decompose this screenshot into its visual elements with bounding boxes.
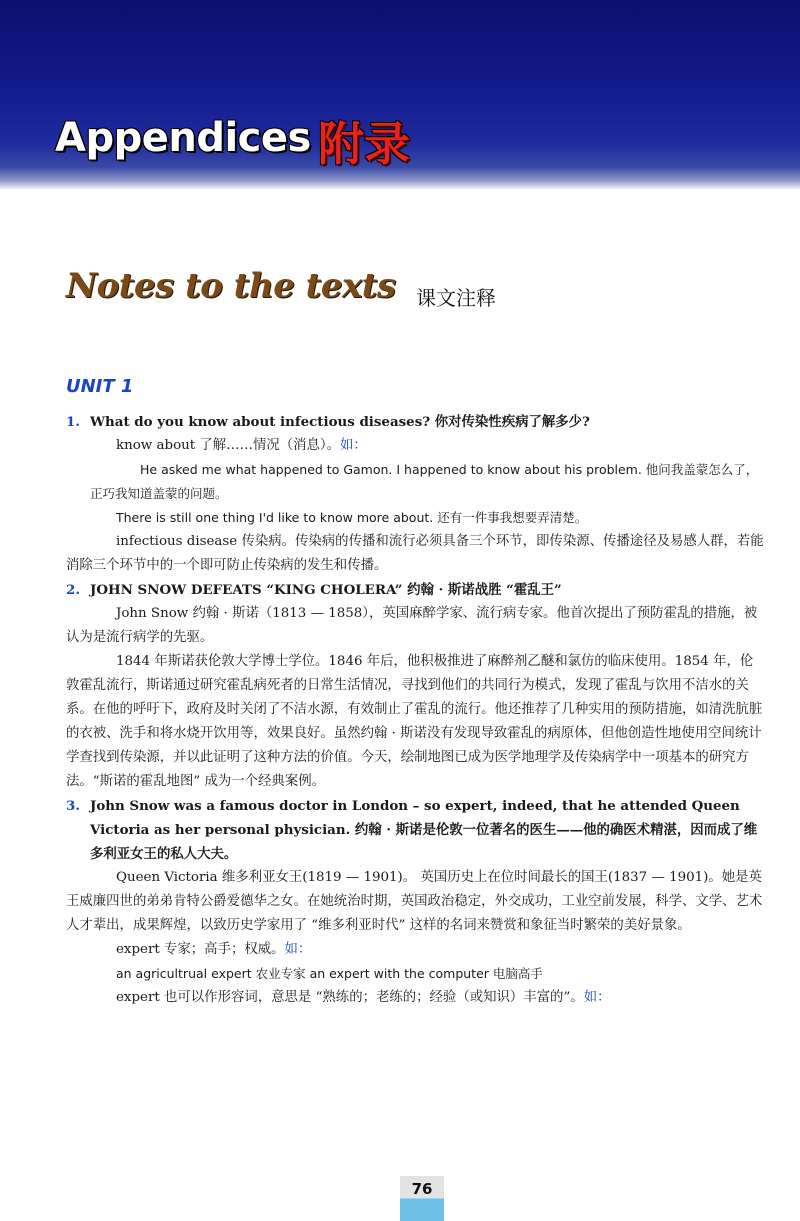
section-title: Notes to the texts [66, 266, 396, 306]
note-number: 2. [66, 582, 80, 598]
unit-label: UNIT 1 [66, 376, 134, 397]
note-line: expert 也可以作形容词，意思是 “熟练的；老练的；经验（或知识）丰富的”。如： [116, 990, 611, 1005]
note-1 [66, 410, 766, 578]
note-example: an agricultrual expert 农业专家 an expert with the computer 电脑高手 [116, 966, 543, 981]
note-paragraph: infectious disease 传染病。传染病的传播和流行必须具备三个环节，即传染源、传播途径及易感人群，若能消除三个环节中的一个即可防止传染病的发生和传播。 [66, 534, 764, 573]
section-title-zh: 课文注释 [416, 286, 496, 310]
page-number-box [400, 1176, 444, 1221]
note-paragraph: 1844 年斯诺获伦敦大学博士学位。1846 年后，他积极推进了麻醉剂乙醚和氯仿的临床使用。1854 年，伦敦霍乱流行，斯诺通过研究霍乱病死者的日常生活情况，寻找到他们的共同行为模式，发现了霍乱与饮用不洁水的关系。在他的呼吁下，政府及时关闭了不洁水源，有效制止了霍乱的流行。他还推荐了几种实用的预防措施，如清洗肮脏的衣被、洗手和将水烧开饮用等，效果良好。虽然约翰 · 斯诺没有发现导致霍乱的病原体，但他创造性地使用空间统计学查找到传染源，并以此证明了这种方法的价值。今天，绘制地图已成为医学地理学及传染病学中一项基本的研究方法。“斯诺的霍乱地图” 成为一个经典案例。 [66, 654, 763, 789]
note-paragraph: John Snow 约翰 · 斯诺（1813 — 1858），英国麻醉学家、流行病专家。他首次提出了预防霍乱的措施，被认为是流行病学的先驱。 [66, 606, 758, 645]
page-number: 76 [411, 1180, 433, 1198]
note-example: There is still one thing I'd like to know more about. 还有一件事我想要弄清楚。 [116, 510, 588, 525]
note-heading: JOHN SNOW DEFEATS “KING CHOLERA” 约翰 · 斯诺战胜 “霍乱王” [90, 582, 562, 598]
note-number: 3. [66, 798, 80, 814]
appendices-title-zh: 附录 [318, 117, 410, 171]
note-heading: John Snow was a famous doctor in London – so expert, indeed, that he attended Queen Victoria as her personal physician. 约翰 · 斯诺是伦敦一位著名的医生——他的确医术精湛，因而成了维多利亚女王的私人大夫。 [90, 798, 758, 862]
notes-content [66, 410, 766, 1010]
appendices-title: Appendices [55, 115, 311, 161]
note-heading: What do you know about infectious diseases? 你对传染性疾病了解多少? [90, 414, 590, 430]
note-line: expert 专家；高手；权威。如： [116, 942, 312, 957]
header-banner [0, 0, 800, 190]
note-number: 1. [66, 414, 80, 430]
note-paragraph: Queen Victoria 维多利亚女王(1819 — 1901)。 英国历史上在位时间最长的国王(1837 — 1901)。她是英王威廉四世的弟弟肯特公爵爱德华之女。在她统治时期，英国政治稳定，外交成功，工业空前发展，科学、文学、艺术人才辈出，成果辉煌，以致历史学家用了 “维多利亚时代” 这样的名词来赞赏和象征当时繁荣的美好景象。 [66, 870, 763, 933]
note-example: He asked me what happened to Gamon. I happened to know about his problem. 他问我盖蒙怎么了，正巧我知道盖蒙的问题。 [90, 462, 759, 501]
note-line: know about 了解……情况（消息）。如： [116, 438, 367, 453]
note-3 [66, 794, 766, 1010]
note-2 [66, 578, 766, 794]
